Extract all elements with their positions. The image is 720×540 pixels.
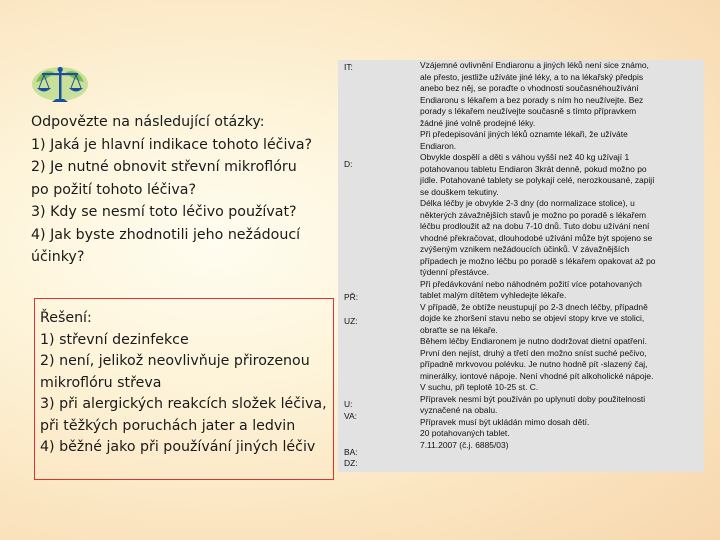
leaflet-line: Během léčby Endiaronem je nutno dodržovat dietní opatření. — [420, 336, 648, 346]
leaflet-line: některých závažnějších stavů je možno po poradě s lékařem — [420, 209, 647, 220]
leaflet-line: žádné jiné volně prodejné léky. — [420, 117, 536, 128]
questions-heading: Odpovězte na následující otázky: — [31, 114, 265, 130]
leaflet-line: jídle. Potahované tablety se polykají celé, nerozkousané, zapijí — [420, 175, 655, 185]
leaflet-line: porady s lékařem neužívejte současně s tímto přípravkem — [420, 106, 637, 116]
leaflet-line: Přípravek musí být ukládán mimo dosah dětí. — [420, 416, 590, 427]
balance-scale-icon — [30, 62, 90, 108]
code-pr: PŘ: — [344, 292, 359, 302]
questions-block — [31, 111, 341, 269]
leaflet-excerpt — [338, 60, 704, 472]
answer-2-cont: mikroflóru střeva — [40, 374, 162, 391]
code-it: IT: — [344, 62, 353, 72]
answers-box — [34, 298, 334, 480]
leaflet-line: 7.11.2007 (č.j. 6885/03) — [420, 439, 509, 450]
answer-1: 1) střevní dezinfekce — [40, 331, 189, 348]
leaflet-line: léčbu prodloužit až na dobu 7-10 dnů. Tuto dobu užívání není — [420, 221, 650, 231]
leaflet-line: V suchu, při teplotě 10-25 st. C. — [420, 382, 539, 392]
question-3: 3) Kdy se nesmí toto léčivo používat? — [31, 204, 297, 220]
leaflet-line: První den nejíst, druhý a třetí den možno sníst suché pečivo, — [420, 347, 647, 358]
leaflet-line: potahovanou tabletu Endiaron 3krát denně, pokud možno po — [420, 163, 647, 174]
leaflet-line: Endiaronu s lékařem a bez porady s ním ho neužívejte. Bez — [420, 94, 644, 105]
code-dz: DZ: — [344, 458, 358, 468]
leaflet-line: vyznačené na obalu. — [420, 405, 498, 415]
code-d: D: — [344, 159, 353, 169]
leaflet-line: Vzájemné ovlivnění Endiaronu a jiných léků není sice známo, — [420, 60, 649, 70]
answer-3: 3) při alergických reakcích složek léčiva, — [40, 396, 327, 412]
leaflet-line: Při předávkování nebo náhodném požití více potahovaných — [420, 278, 642, 289]
leaflet-line: Endiaron. — [420, 140, 457, 151]
leaflet-text — [420, 60, 702, 451]
question-4-cont: účinky? — [31, 249, 85, 265]
code-va: VA: — [344, 411, 357, 421]
answer-2: 2) není, jelikož neovlivňuje přirozenou — [40, 353, 310, 369]
leaflet-line: případech je možno léčbu po poradě s lékařem opakovat až po — [420, 255, 656, 266]
code-u: U: — [344, 399, 353, 409]
leaflet-line: V případě, že obtíže neustupují po 2-3 dnech léčby, případně — [420, 301, 648, 312]
answer-3-cont: při těžkých poruchách jater a ledvin — [40, 417, 296, 434]
code-uz: UZ: — [344, 316, 358, 326]
leaflet-line: Obvykle dospělí a děti s váhou vyšší než 40 kg užívají 1 — [420, 152, 630, 162]
leaflet-line: obraťte se na lékaře. — [420, 324, 498, 335]
code-ba: BA: — [344, 447, 358, 457]
leaflet-line: dojde ke zhoršení stavu nebo se objeví stopy krve ve stolici, — [420, 313, 645, 323]
leaflet-line: anebo bez něj, se poraďte o vhodnosti současnéhoužívání — [420, 83, 639, 93]
leaflet-line: Při předepisování jiných léků oznamte lékaři, že užíváte — [420, 129, 628, 139]
leaflet-line: Délka léčby je obvykle 2-3 dny (do normalizace stolice), u — [420, 198, 635, 208]
question-2: 2) Je nutné obnovit střevní mikroflóru — [31, 159, 297, 175]
leaflet-line: se douškem tekutiny. — [420, 186, 499, 197]
leaflet-line: týdenní přestávce. — [420, 267, 489, 277]
leaflet-line: Přípravek nesmí být používán po uplynutí doby použitelnosti — [420, 393, 646, 404]
question-2-cont: po požití tohoto léčiva? — [31, 181, 196, 198]
question-4: 4) Jak byste zhodnotili jeho nežádoucí — [31, 226, 301, 243]
answer-4: 4) běžné jako při používání jiných léčiv — [40, 439, 316, 455]
leaflet-line: ale přesto, jestliže užíváte jiné léky, a to na lékařský předpis — [420, 71, 644, 82]
leaflet-line: minerálky, iontové nápoje. Není vhodné pít alkoholické nápoje. — [420, 370, 654, 381]
leaflet-line: 20 potahovaných tablet. — [420, 428, 510, 438]
answers-heading: Řešení: — [40, 310, 92, 326]
leaflet-line: zvýšeným vznikem nežádoucích účinků. V závažnějších — [420, 244, 630, 254]
leaflet-line: případně mrkvovou polévku. Je nutno hodně pít -slazený čaj, — [420, 359, 648, 369]
question-1: 1) Jaká je hlavní indikace tohoto léčiva? — [31, 136, 313, 153]
leaflet-line: vhodné překračovat, dlouhodobé užívání může být spojeno se — [420, 232, 653, 243]
leaflet-line: tablet malým dítětem vyhledejte lékaře. — [420, 290, 567, 300]
